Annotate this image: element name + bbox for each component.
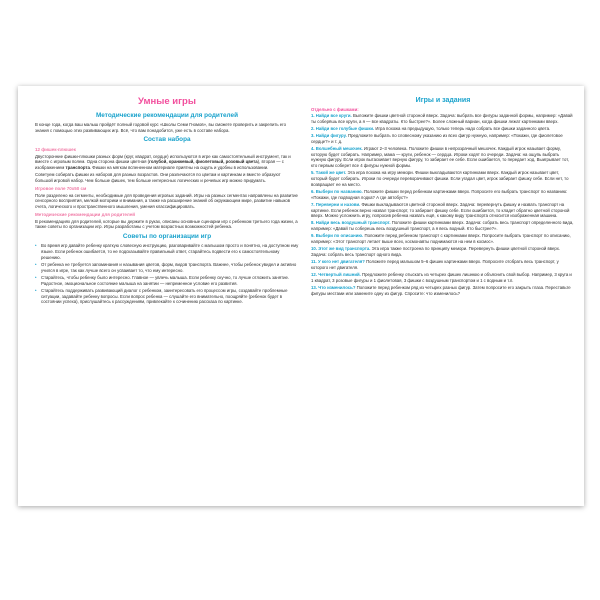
game-item (311, 202, 575, 219)
tip-item (35, 262, 299, 273)
game-item (311, 246, 575, 257)
method-subheading: Методические рекомендации для родителей (35, 211, 135, 217)
chips-subheading: 12 фишек-плюшек (35, 146, 76, 152)
game-title: Найди все круги. (315, 112, 352, 118)
game-text: Положите перед малышом 5–6 фишек картинками вверх. Попросите отобрать весь транспорт, у которого нет двигателя. (311, 259, 559, 270)
game-text: Играют 2–3 человека. Положите фишки в непрозрачный мешочек. Каждый игрок называет форму, которую будет собирать. Например, мама — круги, ребенок — сердца. Игроки ходят по очереди. Задача: на ощупь выбрать нужную фигуру. Если игрок вытаскивает верную фигуру, то забирает ее себе. Если ошибается, то передает ход. Выигрывает тот, кто первым соберет все 4 фигуры нужной формы. (311, 146, 569, 169)
game-item (311, 133, 575, 144)
game-text: Предложите выбрать по словесному указанию из всех фигур нужную, например: «Покажи, где фиолетовое сердце?» и т. д. (311, 133, 563, 144)
method-paragraph: В рекомендациях для родителей, которые вы держите в руках, описаны основные сценарии игр с ребенком третьего года жизни, а также советы по организации игр. Игры разработаны с учетом возрастных возможностей ребенка. (35, 218, 298, 230)
chips-text-b: ), вторая — с изображением (35, 159, 284, 171)
bullet-icon: • (35, 274, 37, 280)
game-number: 13. (311, 285, 317, 291)
game-text: Эта игра похожа на игру мемори. Фишки выкладываются картинками вверх. Каждый игрок называет цвет, который будет собирать. Игроки по очереди переворачивают фишки. Если угадал цвет, игрок забирает фишку себе. Если нет, то возвращает ее на место. (311, 170, 569, 187)
game-text: Выложите фишки цветной стороной вверх. Задача: выбрать все фигуры заданной формы, например: «Давай ты соберёшь все круги, а я — все квадраты. Кто быстрее?». Более сложный вариан, когда фишки лежат картинками вверх. (311, 112, 573, 124)
tip-text: Старайтесь поддерживать развивающий диалог с ребенком, заинтересовать его процессом игры, создавайте проблемные ситуации, задавайте ребенку вопросы. Если вопрос ребенка — слушайте его внимательно, поощряйте (ребенок будет в состоянии успеха), прислушайтесь к рассуждениям, привлекайте к сочинению рассказа по картинке. (41, 287, 288, 305)
game-item (311, 189, 575, 200)
page-title: Умные игры (138, 96, 196, 107)
game-number: 3. (311, 133, 315, 139)
game-number: 9. (311, 233, 315, 239)
chips-paragraph-2: Советуем собирать фишки из наборов для разных возрастов. Они различаются по цветам и картинкам и вместе образуют большой игровой набор. Чем больше фишек, тем больше интересных логических и речевых игр можно придумать. (35, 172, 281, 183)
game-item (311, 285, 575, 296)
tip-item (35, 275, 299, 286)
game-item (311, 272, 575, 283)
game-text: Фишки выкладываются цветной стороной вверх. Задача: перевернуть фишку и назвать транспорт на картинке. Если ребенок верно назвал транспорт, то забирает фишку себе. Если ошибается, то кладет обратно цветной стороной вверх. Можно усложнить игру, попросив ребенка назвать ещё, к какому виду транспорта относится изображенная машина. (311, 201, 570, 219)
game-number: 4. (311, 146, 315, 152)
game-text: Положите фишки картинками вверх. Задача: собрать весь транспорт определенного вида, например: «Давай ты соберешь весь воздушный транспорт, а я весь водный. Кто быстрее?». (311, 220, 574, 232)
left-page (35, 94, 299, 306)
game-text: Положите фишки перед ребенком картинками вверх. Попросите его выбрать транспорт по названию: «Покажи, где подводная лодка? А где автобус?» (311, 188, 568, 200)
tips-list (35, 243, 299, 305)
game-number: 2. (311, 125, 315, 131)
tips-heading: Советы по организации игр (122, 232, 212, 240)
intro-paragraph: В конце года, когда ваш малыш пройдёт полный годовой курс «Школы Семи Гномов», вы сможете проверить и закрепить его знания с помощью этих развивающих игр. Всё, что вам понадобится, уже есть в составе набора. (35, 121, 287, 133)
tip-item (35, 243, 299, 260)
chips-transport: транспорта (65, 165, 90, 171)
game-title: Такой же цвет. (315, 170, 347, 176)
game-item (311, 220, 575, 231)
chips-colors: голубой, оранжевый, фиолетовый, розовый цвета (149, 159, 258, 165)
game-item (311, 126, 575, 132)
game-text: Эта игра также построена по принципу мемори. Перевернуть фишки цветной стороной вверх. Задача: собрать весь транспорт одного вида. (311, 246, 561, 258)
booklet-spread (18, 86, 584, 506)
game-text: Предложите ребенку отыскать из четырех фишек лишнюю и объяснить свой выбор. Например, 3 круга и 1 квадрат, 3 розовые фигуры и 1 фиолетовая, 3 фишки с воздушным транспортом и 1 с водным и т.п. (311, 272, 572, 283)
game-number: 12. (311, 272, 317, 278)
chips-text-c: . Фишки на мягком вспененном материале приятны на ощупь и удобны в использовании. (89, 165, 269, 171)
chips-paragraph (35, 154, 299, 171)
field-paragraph: Поле разделено на сегменты, необходимые для проведения игровых заданий. Игры на разных сегментах направлены на развитие сенсорного восприятия, мелкой моторики и внимания, а также на расширение знаний об окружающем мире, развитие навыков счета, логического и пространственного мышления, умения классифицировать. (35, 192, 298, 209)
tip-item (35, 288, 299, 305)
game-title: Волшебный мешочек. (315, 146, 363, 152)
method-heading: Методические рекомендации для родителей (95, 111, 238, 119)
game-number: 6. (311, 188, 315, 194)
kit-heading: Состав набора (143, 136, 191, 144)
game-title: Что изменилось? (318, 285, 356, 291)
bullet-icon: • (35, 261, 37, 267)
chips-text-a: Двусторонние фишки-плюшки разных форм (круг, квадрат, сердце) используются в игре как самостоятельный инструмент, так и вместе с игровым полем. Одна сторона фишки цветная ( (35, 153, 291, 165)
tip-text: Старайтесь, чтобы ребенку было интересно. Главное — увлечь малыша. Если ребенку скучно, то лучше отложить занятие. Радостное, эмоциональное состояние малыша на занятии — непременное условие его развития. (41, 274, 290, 286)
game-title: Найди весь воздушный транспорт. (315, 220, 391, 226)
bullet-icon: • (35, 243, 37, 249)
game-text: Положите перед ребенком ряд из четырех разных фигур. Затем попросите его закрыть глаза. Переставьте фигуры местами или замените одну из фигур. Спросите: что изменилось? (311, 285, 571, 296)
game-item (311, 113, 575, 124)
chips-label: Отдельно с фишками: (311, 107, 359, 113)
bullet-icon: • (35, 287, 37, 293)
field-subheading: Игровое поле 70х50 см (35, 185, 87, 191)
game-item (311, 233, 575, 244)
game-item (311, 259, 575, 270)
game-title: Найди все голубые фишки. (315, 125, 375, 131)
tip-text: Во время игр давайте ребенку краткую словесную инструкцию, разговаривайте с малышом просто и понятно, на доступном ему языке. Если ребенок ошибается, то не подсказывайте правильный ответ, старайтесь подвести его к самостоятельному решению. (41, 243, 299, 260)
game-title: Выбери по названию. (315, 188, 363, 194)
games-list (311, 113, 575, 297)
game-number: 5. (311, 170, 315, 176)
game-title: У кого нет двигателя? (317, 259, 365, 265)
game-number: 7. (311, 201, 315, 207)
game-title: Переверни и назови. (315, 201, 361, 207)
game-text: Игра похожа на предыдущую, только теперь надо собрать все фишки заданного цвета. (374, 125, 551, 131)
game-item (311, 146, 575, 169)
game-number: 8. (311, 220, 315, 226)
game-number: 11. (311, 259, 317, 265)
game-text: Положите перед ребенком транспорт с картинками вверх. Попросите выбрать транспорт по описанию, например: «Этот транспорт летает выше всех, космонавты поднимаются на нем в космос». (311, 233, 571, 245)
game-title: Найди фигуру. (315, 133, 347, 139)
game-item (311, 170, 575, 187)
game-number: 10. (311, 246, 317, 252)
game-title: Четвертый лишний. (318, 272, 361, 278)
right-page (311, 96, 575, 298)
game-number: 1. (311, 112, 315, 118)
game-title: Выбери по описанию. (315, 233, 364, 239)
tip-text: От ребенка не требуется запоминания и называния цветов, форм, видов транспорта. Важнее, чтобы ребенок увидел и активно учился в игре, так как лучше всего он усваивает то, что ему интересно. (41, 261, 297, 273)
game-title: Этот же вид транспорта. (318, 246, 371, 252)
games-heading: Игры и задания (415, 97, 471, 104)
